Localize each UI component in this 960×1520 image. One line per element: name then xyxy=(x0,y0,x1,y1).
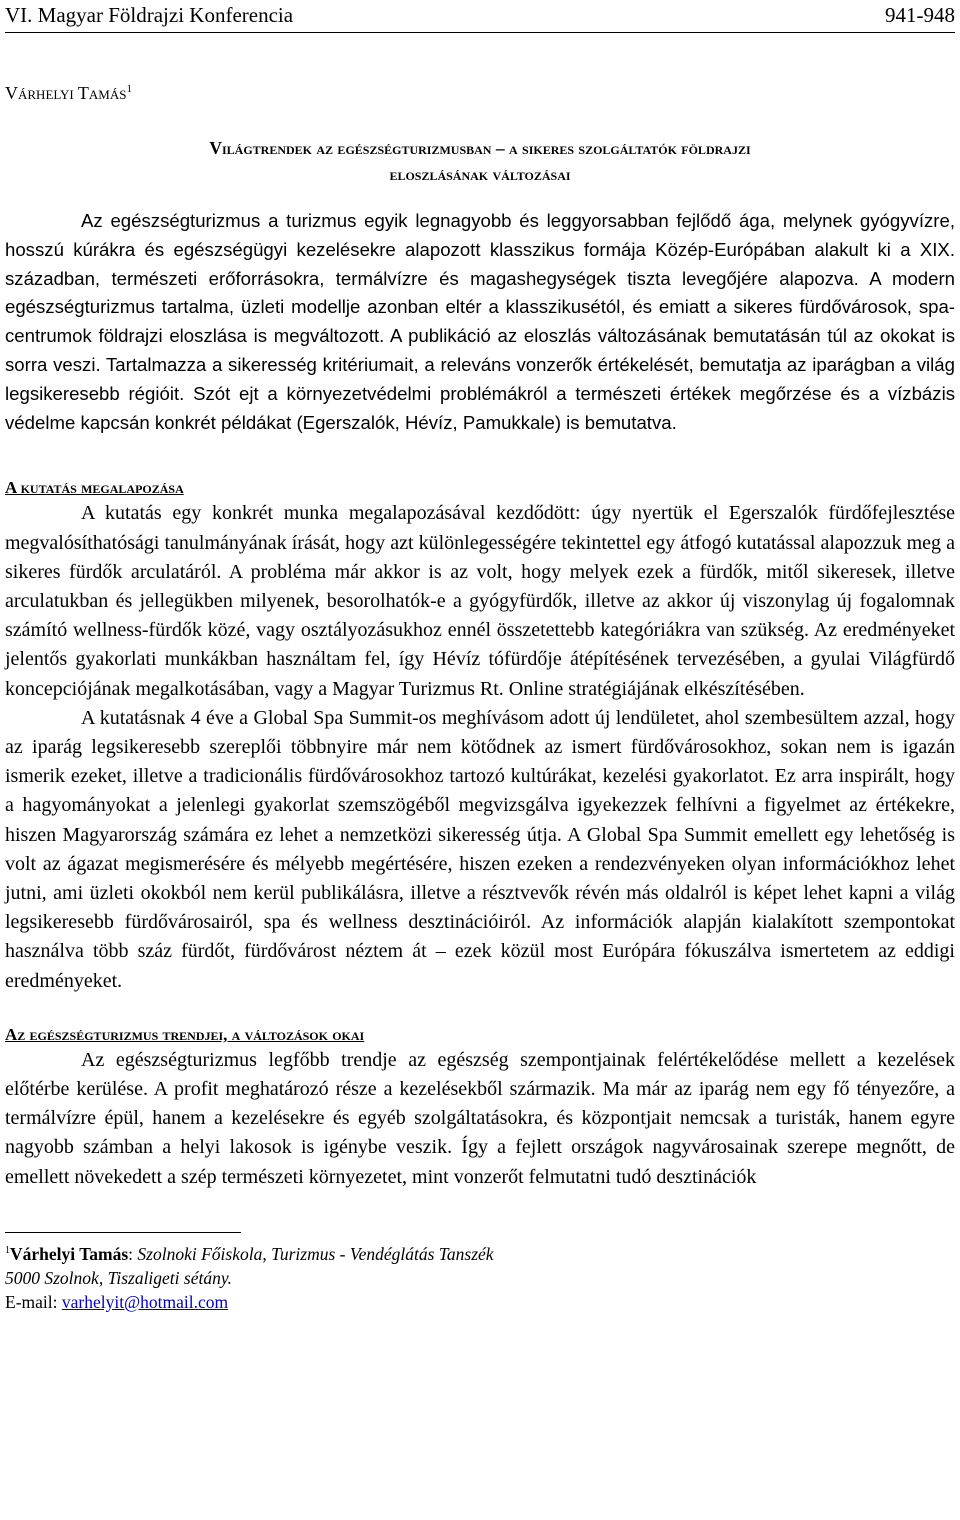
footnote-email-link[interactable]: varhelyit@hotmail.com xyxy=(61,1291,229,1312)
author-footnote-mark: 1 xyxy=(126,83,132,95)
footnote-separator xyxy=(5,1232,241,1233)
title-line-1: Világtrendek az egészségturizmusban – a sikeres szolgáltatók földrajzi xyxy=(209,138,751,158)
author-line xyxy=(5,77,955,105)
section1-paragraph-2: A kutatásnak 4 éve a Global Spa Summit-os meghívásom adott új lendületet, ahol szembesültem azzal, hogy az iparág legsikeresebb szereplői többnyire már nem kötődnek az ismert fürdővárosokhoz, sokan nem is igazán ismerik ezeket, illetve a tradicionális fürdővárosokhoz tartozó kultúrákat, kezelési gyakorlatot. Ez arra inspirált, hogy a hagyományokat a jelenlegi gyakorlat szemszögéből megvizsgálva igyekezzek felhívni a figyelmet az értékekre, hiszen Magyarország számára ez lehet a nemzetközi sikeresség útja. A Global Spa Summit emellett egy lehetőség is volt az ágazat megismerésére és mélyebb megértésére, hiszen ezeken a rendezvényeken olyan információkhoz lehet jutni, ami üzleti okokból nem kerül publikálásra, illetve a résztvevők révén más oldalról is képet lehet kapni a világ legsikeresebb fürdővárosairól, spa és wellness desztinációiról. Az információk alapján kialakított szempontokat használva több száz fürdőt, fürdővárost néztem át – ezek közül most Európára fókuszálva ismertetem az eddigi eredményeket. xyxy=(5,706,955,992)
paper-title xyxy=(5,135,955,187)
abstract: Az egészségturizmus a turizmus egyik legnagyobb és leggyorsabban fejlődő ága, melynek gyógyvízre, hosszú kúrákra és egészségügyi kezelésekre alapozott klasszikus formája Közép-Európában alakult ki a XIX. században, természeti erőforrásokra, termálvízre és magashegységek tiszta levegőjére alapozva. A modern egészségturizmus tartalma, üzleti modellje azonban eltér a klasszikusétól, és emiatt a sikeres fürdővárosok, spa-centrumok földrajzi eloszlása is megváltozott. A publikáció az eloszlás változásának bemutatásán túl az okokat is sorra veszi. Tartalmazza a sikeresség kritériumait, a releváns vonzerők értékelését, bemutatja az iparágban a világ legsikeresebb régióit. Szót ejt a környezetvédelmi problémákról a természeti értékek megőrzése és a vízbázis védelme kapcsán konkrét példákat (Egerszalók, Hévíz, Pamukkale) is bemutatva. xyxy=(5,210,955,433)
section-heading-trends: Az egészségturizmus trendjei, a változások okai xyxy=(5,1024,365,1044)
title-line-2: eloszlásának változásai xyxy=(389,164,571,184)
page-range: 941-948 xyxy=(885,3,955,27)
paper-page xyxy=(5,0,955,1314)
section-heading-foundation: A kutatás megalapozása xyxy=(5,478,184,498)
footnote-affiliation: Szolnoki Főiskola, Turizmus - Vendéglátás Tanszék xyxy=(137,1243,494,1264)
author-name: Várhelyi Tamás xyxy=(5,83,127,103)
footnote-address: 5000 Szolnok, Tiszaligeti sétány. xyxy=(5,1267,233,1288)
footnote-author: Várhelyi Tamás xyxy=(10,1243,129,1264)
footnote-mark: 1 xyxy=(5,1244,10,1256)
footnote-email-label: E-mail: xyxy=(5,1291,58,1312)
footnote-email-line xyxy=(5,1290,955,1314)
section2-paragraph-1: Az egészségturizmus legfőbb trendje az egészség szempontjainak felértékelődése mellett a kezelések előtérbe kerülése. A profit meghatározó része a kezelésekből származik. Ma már az iparág nem egy fő tényezőre, a termálvízre épül, hanem a kezelésekre és egyéb szolgáltatásokra, és központjait nemcsak a turisták, hanem egyre nagyobb számban a helyi lakosok is igénybe veszik. Így a fejlett országok nagyvárosainak szerepe megnőtt, de emellett növekedett a szép természeti környezetet, mint vonzerőt felmutatni tudó desztinációk xyxy=(5,1048,955,1188)
conference-name: VI. Magyar Földrajzi Konferencia xyxy=(5,3,294,27)
footnote-line-1: $^1$Várhelyi Tamás: Szolnoki Főiskola, Turizmus - Vendéglátás Tanszék xyxy=(5,1243,494,1264)
footnote xyxy=(5,1239,955,1314)
running-header xyxy=(5,0,955,33)
section1-paragraph-1: A kutatás egy konkrét munka megalapozásával kezdődött: úgy nyertük el Egerszalók fürdőfejlesztése megvalósíthatósági tanulmányának írását, hogy azt különlegességére tekintettel egy átfogó kutatással alapozzuk meg a sikeres fürdők arculatáról. A probléma már akkor is az volt, hogy melyek ezek a fürdők, mitől sikeresek, illetve arculatukban és jellegükben milyenek, besorolhatók-e a gyógyfürdők, illetve az akkor új viszonylag új fogalomnak számító wellness-fürdők közé, vagy osztályozásukhoz ennél összetettebb kategóriákra van szükség. Az eredményeket jelentős gyakorlati munkákban használtam fel, így Hévíz tófürdője átépítésének tervezésében, a gyulai Világfürdő koncepciójának megalkotásában, vagy a Magyar Turizmus Rt. Online stratégiájának elkészítésében. xyxy=(5,502,955,700)
